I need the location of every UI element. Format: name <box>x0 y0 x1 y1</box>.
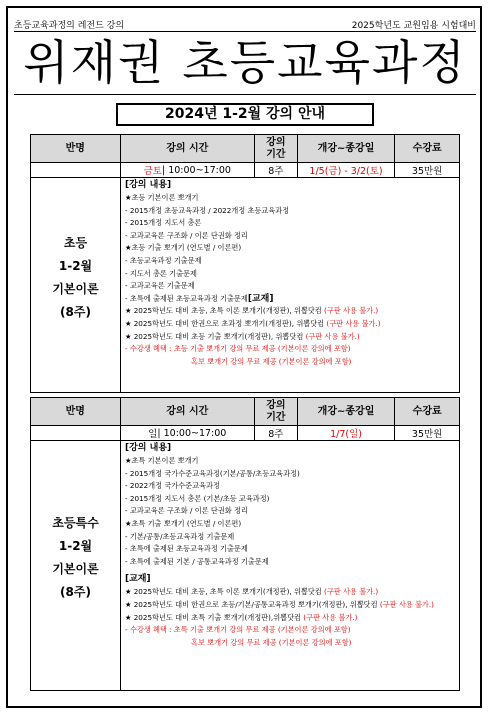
course-content <box>121 163 459 392</box>
textbook-item: ★ 2025학년도 대비 초등, 초특 이론 뽀개기(개정판), 위뽑닷컴 (구판 사용 불가.) <box>125 587 379 597</box>
time-hours: | 10:00~17:00 <box>161 164 231 176</box>
schedule-banner: 2024년 1-2월 강의 안내 <box>116 103 374 126</box>
content-item: - 초특에 출제된 초등교육과정 기출문제 <box>125 544 248 554</box>
content-item: ★초특 기본이론 뽀개기 <box>125 456 199 465</box>
top-rule <box>14 31 476 32</box>
content-item: ★초등 기본이론 뽀개기 <box>125 193 199 202</box>
col-time: 강의 시간 <box>121 135 255 162</box>
main-title: 위재권 초등교육과정 <box>23 36 467 91</box>
content-item: - 교과교육론 구조화 / 이론 단권화 정리 <box>125 506 248 516</box>
period-cell: 8주 <box>255 426 298 440</box>
content-item: - 2015개정 초등교육과정 / 2022개정 초등교육과정 <box>125 205 290 215</box>
col-fee: 수강료 <box>412 405 442 417</box>
top-left-text: 초등교육과정의 레전드 강의 <box>14 21 125 31</box>
content-item: - 초특에 출제된 기본 / 공통교육과정 기출문제 <box>125 556 269 566</box>
benefit-line: - 수강생 혜택 : 초등 기출 뽀개기 강의 무료 제공 (기본이론 강의에 포함) <box>125 344 351 354</box>
class-line: 초등 <box>63 235 88 250</box>
class-line: 1-2월 <box>58 539 93 553</box>
dates-cell: 1/7(일) <box>298 426 396 440</box>
fee-cell: 35만원 <box>411 166 443 177</box>
content-item-with-textbook: - 초특에 출제된 초등교육과정 기출문제[교재] <box>125 293 274 304</box>
benefit-line: 혹보 뽀개기 강의 무료 제공 (기본이론 강의에 포함) <box>191 356 352 366</box>
textbook-item: ★ 2025학년도 대비 초등, 초특 이론 뽀개기(개정판), 위뽑닷컴 (구판 사용 불가.) <box>125 306 379 316</box>
content-heading: [강의 내용] <box>125 180 172 190</box>
class-line: (8주) <box>60 585 91 599</box>
fee-cell: 35만원 <box>411 429 443 440</box>
class-name-cell <box>31 163 121 392</box>
textbook-item: ★ 2025학년도 대비 초특 기출 뽀개기(개정판),위뽑닷컴 (구판 사용 불가.) <box>125 612 358 622</box>
content-item: - 교과교육론 구조화 / 이론 단권화 정리 <box>125 230 248 240</box>
content-item: - 2015개정 지도서 총론 <box>125 218 202 228</box>
content-item: - 2022개정 국가수준교육과정 <box>125 481 220 491</box>
time-days: 금토 <box>143 166 162 177</box>
title-rule <box>14 94 476 95</box>
col-class: 반명 <box>31 135 121 162</box>
col-class: 반명 <box>31 398 121 425</box>
top-right-text: 2025학년도 교원임용 시험대비 <box>351 21 476 31</box>
table-header-2 <box>30 397 460 426</box>
col-dates: 개강~종강일 <box>298 135 396 162</box>
content-item: - 2015개정 국가수준교육과정(기본/공통/초등교육과정) <box>125 468 300 478</box>
content-item: - 기본/공통/초등교육과정 기출문제 <box>125 531 235 541</box>
time-hours: | 10:00~17:00 <box>157 427 227 439</box>
content-heading: [강의 내용] <box>125 443 172 453</box>
col-period: 강의 기간 <box>255 135 298 162</box>
class-line: 기본이론 <box>52 562 99 576</box>
time-days: 일 <box>148 429 158 440</box>
course-body-1 <box>30 163 460 393</box>
col-time: 강의 시간 <box>121 398 255 425</box>
textbook-item: ★ 2025학년도 대비 한권으로 초과정 뽀개기(개정판), 위뽑닷컴 (구판 사용 불가.) <box>125 318 381 328</box>
content-item: ★초특 기출 뽀개기 (연도별 / 이론편) <box>125 518 242 528</box>
dates-cell: 1/5(금) - 3/2(토) <box>298 163 396 177</box>
course-body-2 <box>30 426 460 691</box>
class-line: 초등특수 <box>52 516 99 530</box>
col-period: 강의 기간 <box>255 398 298 425</box>
content-item: - 지도서 총론 기출문제 <box>125 268 197 278</box>
class-name-cell <box>31 426 121 690</box>
textbook-item: ★ 2025학년도 대비 한권으로 초등/기본/공통교육과정 뽀개기(개정판), 위뽑닷컴 (구판 사용 불가.) <box>125 599 434 609</box>
benefit-line: - 수강생 혜택 : 초특 기출 뽀개기 강의 무료 제공 (기본이론 강의에 포함) <box>125 625 351 635</box>
col-fee: 수강료 <box>412 142 442 154</box>
content-item: - 2015개정 지도서 총론 (기본/초등 교육과정) <box>125 493 270 503</box>
textbook-heading: [교재] <box>125 574 151 585</box>
content-item: ★초등 기출 뽀개기 (연도별 / 이론편) <box>125 243 242 253</box>
table-header-1 <box>30 134 460 163</box>
top-caption <box>14 18 476 31</box>
content-item: - 초등교육과정 기출문제 <box>125 255 202 265</box>
period-cell: 8주 <box>255 163 298 177</box>
class-line: (8주) <box>60 304 91 319</box>
course-content <box>121 426 459 690</box>
textbook-item: ★ 2025학년도 대비 초등 기출 뽀개기(개정판), 위뽑닷컴 (구판 사용 불가.) <box>125 331 360 341</box>
benefit-line: 혹보 뽀개기 강의 무료 제공 (기본이론 강의에 포함) <box>191 637 352 647</box>
class-line: 기본이론 <box>52 281 99 296</box>
class-line: 1-2월 <box>58 258 93 273</box>
col-dates: 개강~종강일 <box>298 398 396 425</box>
content-item: - 교과교육론 기출문제 <box>125 281 195 291</box>
